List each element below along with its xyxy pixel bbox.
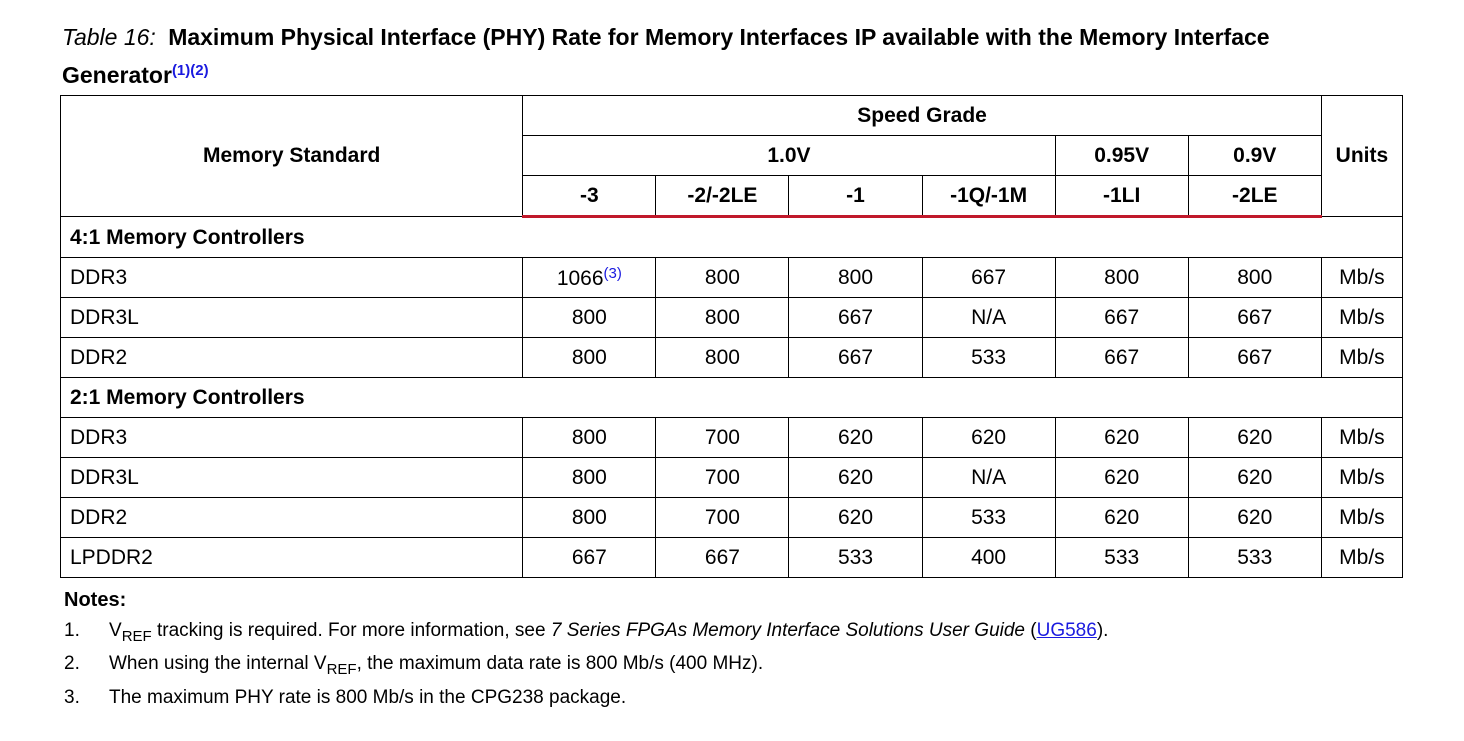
grade-header: -1LI xyxy=(1055,176,1188,217)
rate-cell: 1066$^{(3)}$ xyxy=(523,258,656,298)
rate-cell: N/A xyxy=(922,458,1055,498)
table-row xyxy=(61,458,1403,498)
grade-header: -1 xyxy=(789,176,922,217)
rate-cell: 667 xyxy=(523,538,656,578)
rate-cell: 800 xyxy=(789,258,922,298)
rate-cell: 667 xyxy=(1055,298,1188,338)
units-cell: Mb/s xyxy=(1321,418,1402,458)
units-header: Units xyxy=(1321,96,1402,217)
memory-standard-cell: DDR3 xyxy=(61,418,523,458)
footnote-refs-link[interactable]: (1)(2) xyxy=(171,62,209,79)
grade-header: -3 xyxy=(523,176,656,217)
note-item xyxy=(64,650,1108,684)
rate-cell: 620 xyxy=(1055,498,1188,538)
note-item xyxy=(64,684,1108,712)
rate-cell: 620 xyxy=(789,458,922,498)
rate-cell: 667 xyxy=(922,258,1055,298)
rate-cell: 800 xyxy=(656,338,789,378)
rate-cell: 667 xyxy=(789,298,922,338)
rate-cell: 667 xyxy=(1188,298,1321,338)
rate-cell: 800 xyxy=(656,258,789,298)
table-row xyxy=(61,258,1403,298)
table-row xyxy=(61,538,1403,578)
rate-cell: 620 xyxy=(1188,418,1321,458)
rate-cell: N/A xyxy=(922,298,1055,338)
rate-cell: 533 xyxy=(789,538,922,578)
memory-standard-cell: DDR3L xyxy=(61,458,523,498)
ug586-link[interactable]: UG586 xyxy=(1036,619,1097,641)
rate-cell: 620 xyxy=(922,418,1055,458)
rate-cell: 533 xyxy=(1055,538,1188,578)
footnote-3-link[interactable]: (3) xyxy=(603,264,622,282)
memory-standard-cell: LPDDR2 xyxy=(61,538,523,578)
grade-header: -1Q/-1M xyxy=(922,176,1055,217)
note-number: 3. xyxy=(64,686,80,708)
note-item xyxy=(64,617,1108,651)
rate-cell: 800 xyxy=(523,498,656,538)
rate-cell: 800 xyxy=(656,298,789,338)
memory-standard-header: Memory Standard xyxy=(61,96,523,217)
rate-cell: 620 xyxy=(1055,418,1188,458)
table-row xyxy=(61,298,1403,338)
table-caption xyxy=(62,20,1402,92)
rate-cell: 400 xyxy=(922,538,1055,578)
section-title: 4:1 Memory Controllers xyxy=(61,217,1403,258)
phy-rate-table xyxy=(60,95,1403,578)
rate-cell: 533 xyxy=(1188,538,1321,578)
rate-cell: 800 xyxy=(523,458,656,498)
units-cell: Mb/s xyxy=(1321,458,1402,498)
memory-standard-cell: DDR3L xyxy=(61,298,523,338)
rate-cell: 620 xyxy=(1055,458,1188,498)
section-row xyxy=(61,217,1403,258)
rate-cell: 700 xyxy=(656,498,789,538)
units-cell: Mb/s xyxy=(1321,338,1402,378)
rate-cell: 620 xyxy=(789,418,922,458)
rate-cell: 620 xyxy=(1188,458,1321,498)
rate-cell: 667 xyxy=(789,338,922,378)
rate-cell: 800 xyxy=(1188,258,1321,298)
grade-header: -2LE xyxy=(1188,176,1321,217)
grade-header: -2/-2LE xyxy=(656,176,789,217)
notes xyxy=(64,587,1108,711)
rate-cell: 533 xyxy=(922,338,1055,378)
rate-cell: 800 xyxy=(1055,258,1188,298)
units-cell: Mb/s xyxy=(1321,498,1402,538)
rate-cell: 667 xyxy=(1055,338,1188,378)
section-title: 2:1 Memory Controllers xyxy=(61,378,1403,418)
voltage-header: 1.0V xyxy=(523,136,1055,176)
rate-cell: 667 xyxy=(656,538,789,578)
memory-standard-cell: DDR2 xyxy=(61,338,523,378)
table-header xyxy=(61,96,1403,217)
rate-cell: 620 xyxy=(789,498,922,538)
memory-standard-cell: DDR3 xyxy=(61,258,523,298)
speed-grade-header: Speed Grade xyxy=(523,96,1322,136)
table-row xyxy=(61,498,1403,538)
rate-cell: 800 xyxy=(523,338,656,378)
user-guide-title: 7 Series FPGAs Memory Interface Solutions User Guide xyxy=(550,619,1025,641)
rate-cell: 700 xyxy=(656,458,789,498)
note-text: When using the internal $V_{REF}$, the maximum data rate is 800 Mb/s (400 MHz). xyxy=(109,653,764,678)
units-cell: Mb/s xyxy=(1321,298,1402,338)
units-cell: Mb/s xyxy=(1321,258,1402,298)
memory-standard-cell: DDR2 xyxy=(61,498,523,538)
note-number: 2. xyxy=(64,653,80,674)
notes-heading: Notes: xyxy=(64,589,127,611)
voltage-header: 0.95V xyxy=(1055,136,1188,176)
table-body xyxy=(61,217,1403,578)
table-row xyxy=(61,338,1403,378)
voltage-header: 0.9V xyxy=(1188,136,1321,176)
rate-cell: 800 xyxy=(523,418,656,458)
rate-cell: 667 xyxy=(1188,338,1321,378)
table-row xyxy=(61,418,1403,458)
note-text: The maximum PHY rate is 800 Mb/s in the CPG238 package. xyxy=(109,686,627,708)
rate-cell: 700 xyxy=(656,418,789,458)
note-number: 1. xyxy=(64,619,80,641)
rate-cell: 620 xyxy=(1188,498,1321,538)
section-row xyxy=(61,378,1403,418)
table-number: Table 16: xyxy=(62,24,156,50)
units-cell: Mb/s xyxy=(1321,538,1402,578)
rate-cell: 533 xyxy=(922,498,1055,538)
rate-cell: 800 xyxy=(523,298,656,338)
note-text: $V_{REF}$ tracking is required. For more information, see 7 Series FPGAs Memory Interface Solutions User Guide (UG586). xyxy=(109,619,1109,645)
table-title: Maximum Physical Interface (PHY) Rate for Memory Interfaces IP available with the Memory Interface Generator xyxy=(62,24,1270,88)
